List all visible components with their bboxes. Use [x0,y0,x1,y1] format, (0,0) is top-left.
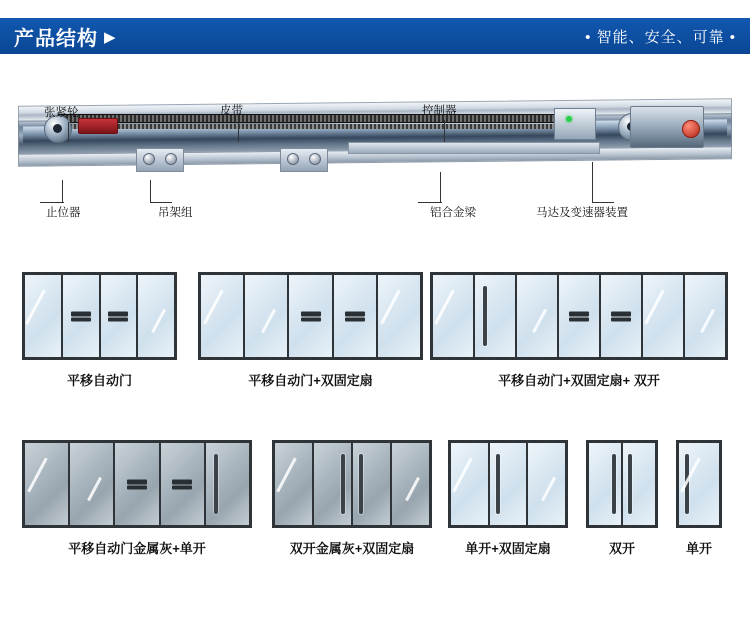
leader-line-beam [440,172,441,202]
door-panel [115,443,160,525]
door-pull-handle-icon [341,454,345,513]
banner-slogan: • 智能、安全、可靠 • [585,28,736,46]
leader-line-controller [444,120,445,142]
door-pull-handle-icon [359,454,363,513]
door-panel [433,275,475,357]
leader-line-motor-h [592,202,614,203]
glass-glint-icon [276,458,296,493]
motor-rotor-icon [682,120,700,138]
glass-glint-icon [681,458,701,493]
glass-glint-icon [151,309,166,334]
door-panel [559,275,601,357]
door-panel [353,443,392,525]
hanger-wheel-icon [309,153,321,165]
aluminum-beam [348,142,600,154]
door-pull-handle-icon [628,454,632,513]
door-frame-1 [22,272,177,360]
door-frame-8 [676,440,722,528]
door-panel [392,443,429,525]
label-belt: 皮带 [220,105,243,117]
door-panel [475,275,517,357]
drive-belt-lower [58,124,578,129]
door-panel [289,275,333,357]
door-frame-6 [448,440,568,528]
glass-glint-icon [203,290,223,325]
door-handle-icon [611,312,631,317]
door-panel [490,443,529,525]
glass-glint-icon [261,309,276,334]
glass-glint-icon [645,290,665,325]
door-type-card-5[interactable] [272,440,432,556]
glass-glint-icon [28,458,48,493]
controller-box [554,108,596,140]
door-panel [70,443,115,525]
door-panel [25,275,63,357]
banner-left-group [14,22,116,51]
door-panel [623,443,655,525]
hanger-wheel-icon [165,153,177,165]
glass-glint-icon [435,290,455,325]
drive-belt [58,114,578,123]
door-panel [161,443,206,525]
door-type-caption-3: 平移自动门+双固定扇+ 双开 [498,373,660,388]
door-type-card-6[interactable] [448,440,568,556]
door-panel [451,443,490,525]
door-panel [245,275,289,357]
door-panel [517,275,559,357]
door-type-caption-5: 双开金属灰+双固定扇 [289,541,415,556]
glass-glint-icon [541,477,556,502]
door-panel [643,275,685,357]
hanger-wheel-icon [287,153,299,165]
glass-glint-icon [26,290,46,325]
door-panel [334,275,378,357]
hanger-set-1 [136,148,184,172]
controller-led-icon [566,116,572,122]
door-panel [275,443,314,525]
label-aluminum-beam: 铝合金梁 [430,207,476,219]
door-handle-icon [172,480,192,485]
pulley-hub-icon [53,124,62,133]
door-type-caption-7: 双开 [608,541,635,556]
door-handle-icon [345,312,365,317]
door-type-card-4[interactable] [22,440,252,556]
door-type-caption-8: 单开 [685,541,712,556]
door-panel [206,443,249,525]
door-panel [679,443,719,525]
door-handle-icon [569,312,589,317]
label-motor-gearbox: 马达及变速器装置 [536,207,628,219]
leader-line-stopper [62,180,63,202]
rail-assembly [18,102,732,182]
door-panel [201,275,245,357]
door-frame-5 [272,440,432,528]
hanger-set-2 [280,148,328,172]
door-type-card-1[interactable] [22,272,177,388]
leader-line-hanger-h [150,202,172,203]
header-banner [0,18,750,54]
door-frame-7 [586,440,658,528]
leader-line-belt [238,120,239,142]
door-type-card-2[interactable] [198,272,423,388]
glass-glint-icon [700,309,715,334]
door-handle-icon [301,312,321,317]
door-handle-icon [71,312,91,317]
glass-glint-icon [87,477,102,502]
leader-line-tensioner [68,122,69,142]
door-pull-handle-icon [612,454,616,513]
door-type-caption-2: 平移自动门+双固定扇 [248,373,373,388]
glass-glint-icon [532,309,547,334]
stopper-block [78,118,118,134]
glass-glint-icon [405,477,420,502]
door-panel [25,443,70,525]
leader-line-motor [592,162,593,202]
door-frame-4 [22,440,252,528]
leader-line-stopper-h [40,202,64,203]
door-type-card-3[interactable] [430,272,728,388]
door-panel [314,443,353,525]
glass-glint-icon [380,290,400,325]
page-title: 产品结构 [14,27,98,50]
leader-line-hanger [150,180,151,202]
door-panel [138,275,174,357]
door-panel [101,275,139,357]
door-type-caption-6: 单开+双固定扇 [465,541,551,556]
door-panel [685,275,725,357]
door-frame-3 [430,272,728,360]
arrow-right-icon: ▶ [104,28,116,46]
door-type-card-8[interactable] [676,440,722,556]
hanger-wheel-icon [143,153,155,165]
operator-diagram [0,62,750,242]
door-panel [378,275,420,357]
label-tensioner: 张紧轮 [44,107,79,119]
door-panel [601,275,643,357]
door-panel [528,443,565,525]
door-type-card-7[interactable] [586,440,658,556]
door-type-caption-4: 平移自动门金属灰+单开 [68,541,206,556]
door-pull-handle-icon [483,286,487,345]
door-type-caption-1: 平移自动门 [66,373,132,388]
label-controller: 控制器 [422,105,457,117]
door-handle-icon [108,312,128,317]
door-pull-handle-icon [214,454,218,513]
door-pull-handle-icon [496,454,500,513]
leader-line-beam-h [418,202,442,203]
door-panel [589,443,623,525]
door-panel [63,275,101,357]
label-stopper: 止位器 [46,207,81,219]
door-frame-2 [198,272,423,360]
door-handle-icon [127,480,147,485]
label-hanger-set: 吊架组 [158,207,193,219]
glass-glint-icon [452,458,472,493]
